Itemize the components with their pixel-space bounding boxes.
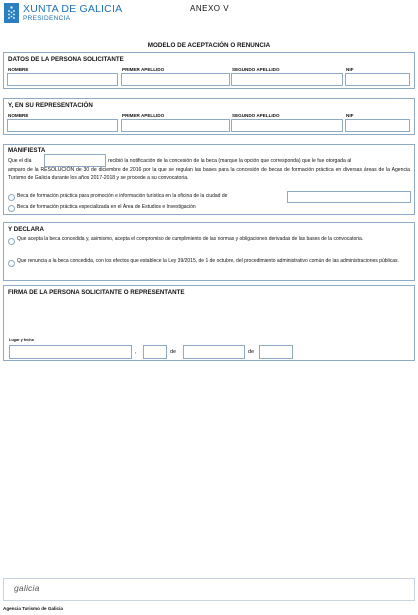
representative-section [3,98,415,135]
applicant-surname2-label: SEGUNDO APELLIDO [232,67,280,72]
applicant-name-label: NOMBRE [8,67,29,72]
manifest-text-rest: amparo de la RESOLUCIÓN de 30 de diciembre de 2016 por la que se regulan las bases para la concesión de becas de formación práctica en diversas áreas de la Agencia Turismo de Galicia durante los años 2017-2018 y se procede a su convocatoria. [8,167,410,182]
document-title: MODELO DE ACEPTACIÓN O RENUNCIA [147,42,271,49]
manifest-title: MANIFIESTA [8,147,46,154]
representative-title: Y, EN SU REPRESENTACIÓN [8,102,93,109]
rep-nif-label: NIF [346,113,354,118]
place-date-label: Lugar y fecha [9,338,34,342]
manifest-text-line1: recibió la notificación de la concesión de la beca (marque la opción que corresponda) que le fue otorgada al [108,158,352,164]
rep-name-label: NOMBRE [8,113,29,118]
year-field[interactable] [259,345,293,359]
rep-name-field[interactable] [7,119,118,132]
signature-title: FIRMA DE LA PERSONA SOLICITANTE O REPRESENTANTE [8,289,185,296]
month-field[interactable] [183,345,245,359]
annex-label: ANEXO V [190,4,230,13]
manifest-section [3,144,415,215]
xunta-logo [4,3,19,23]
org-subtitle: PRESIDENCIA [23,15,71,22]
accept-label: Que acepta la beca concedida y, asimismo, acepta el compromiso de cumplimiento de las normas y obligaciones derivadas de las bases de la convocatoria. [17,236,364,242]
applicant-name-field[interactable] [7,73,118,86]
signature-section [3,285,415,361]
place-field[interactable] [9,345,132,359]
footer-box [3,578,415,601]
org-name: XUNTA DE GALICIA [23,3,123,15]
applicant-nif-label: NIF [346,67,354,72]
applicant-title: DATOS DE LA PERSONA SOLICITANTE [8,56,124,63]
crest-icon [7,6,16,20]
manifest-prefix: Que el día [8,158,32,164]
reject-radio[interactable] [8,260,15,267]
declare-section [3,222,415,281]
applicant-section [3,52,415,89]
rep-surname1-field[interactable] [121,119,230,132]
rep-surname2-label: SEGUNDO APELLIDO [232,113,280,118]
footer-org-name: Agencia Turismo de Galicia [3,606,63,611]
reject-label: Que renuncia a la beca concedida, con los efectos que establece la Ley 39/2015, de 1 de octubre, del procedimiento administrativo común de las administraciones públicas. [17,258,399,264]
option-promotion-label: Beca de formación práctica para promoción e información turística en la oficina de la ciudad de [17,193,228,199]
day-field[interactable] [143,345,167,359]
de-separator-2: de [248,349,255,355]
rep-surname1-label: PRIMER APELLIDO [122,113,165,118]
comma-separator: , [135,349,137,355]
declare-title: Y DECLARA [8,226,44,233]
applicant-surname1-label: PRIMER APELLIDO [122,67,165,72]
applicant-surname1-field[interactable] [121,73,230,86]
applicant-surname2-field[interactable] [231,73,343,86]
option-research-label: Beca de formación práctica especializada en el Área de Estudios e Investigación [17,204,196,210]
applicant-nif-field[interactable] [345,73,410,86]
city-field[interactable] [287,191,411,203]
rep-nif-field[interactable] [345,119,410,132]
rep-surname2-field[interactable] [231,119,343,132]
option-promotion-radio[interactable] [8,194,15,201]
de-separator-1: de [170,349,177,355]
accept-radio[interactable] [8,238,15,245]
galicia-logo: galicia [14,583,40,593]
option-research-radio[interactable] [8,205,15,212]
